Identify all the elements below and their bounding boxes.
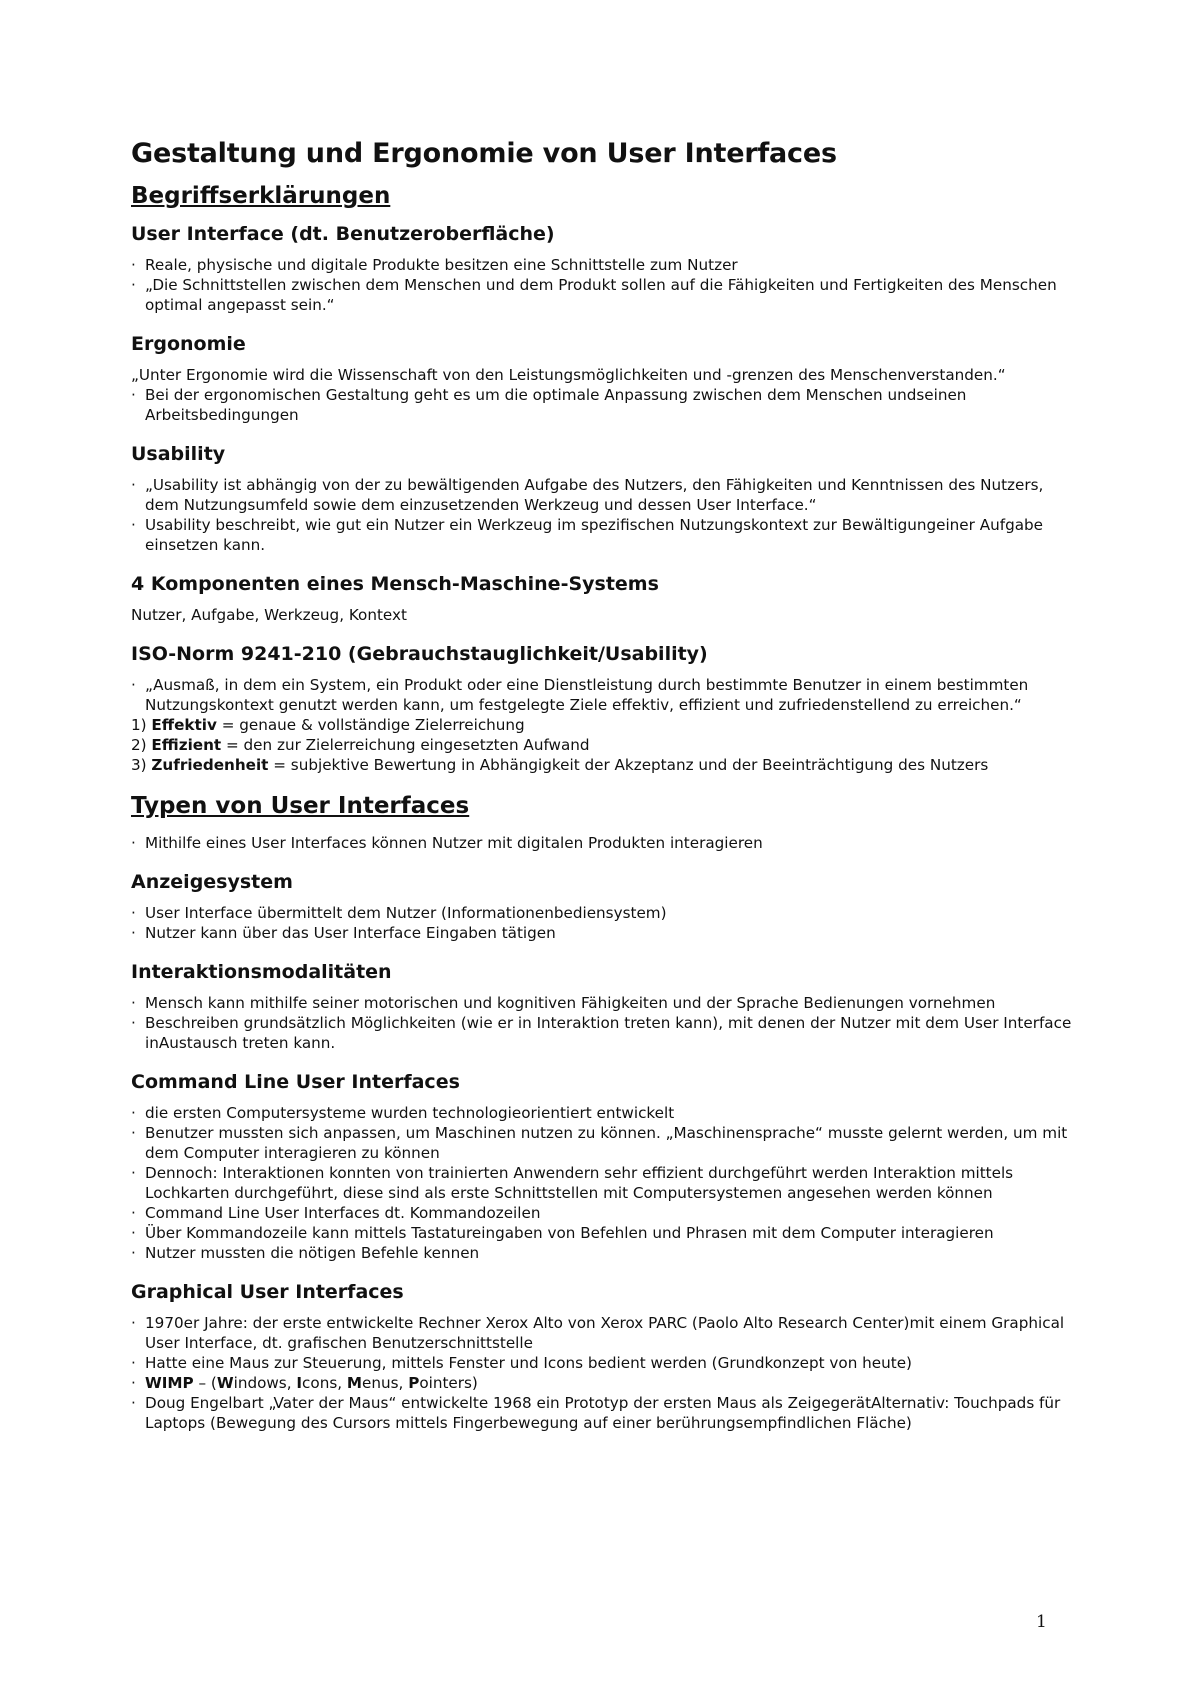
list-typen bbox=[131, 833, 1076, 853]
heading-command-line: Command Line User Interfaces bbox=[131, 1071, 460, 1093]
section-interaktionsmodalitaeten bbox=[131, 961, 1076, 1053]
section-iso-norm bbox=[131, 643, 1076, 775]
list-usability bbox=[131, 475, 1076, 555]
list-item: · „Die Schnittstellen zwischen dem Menschen und dem Produkt sollen auf die Fähigkeiten und Fertigkeiten des Menschen optimal angepasst sein.“ bbox=[131, 275, 1076, 315]
list-anzeigesystem bbox=[131, 903, 1076, 943]
list-item: · Bei der ergonomischen Gestaltung geht es um die optimale Anpassung zwischen dem Menschen undseinen Arbeitsbedingungen bbox=[131, 385, 1076, 425]
section-graphical bbox=[131, 1281, 1076, 1433]
list-item: · Hatte eine Maus zur Steuerung, mittels Fenster und Icons bedient werden (Grundkonzept von heute) bbox=[131, 1353, 1076, 1373]
document-page bbox=[131, 130, 1076, 1451]
heading-komponenten: 4 Komponenten eines Mensch-Maschine-Systems bbox=[131, 573, 659, 595]
list-item: · Doug Engelbart „Vater der Maus“ entwickelte 1968 ein Prototyp der ersten Maus als ZeigegerätAlternativ: Touchpads für Laptops (Bewegung des Cursors mittels Fingerbewegung auf einer berührungsempfindlichen Fläche) bbox=[131, 1393, 1076, 1433]
list-item: · Nutzer mussten die nötigen Befehle kennen bbox=[131, 1243, 1076, 1263]
iso-criterion-effektiv: 1) Effektiv = genaue & vollständige Zielerreichung bbox=[131, 716, 525, 734]
list-item: · Command Line User Interfaces dt. Kommandozeilen bbox=[131, 1203, 1076, 1223]
list-item: · Reale, physische und digitale Produkte besitzen eine Schnittstelle zum Nutzer bbox=[131, 255, 1076, 275]
list-item: · Über Kommandozeile kann mittels Tastatureingaben von Befehlen und Phrasen mit dem Computer interagieren bbox=[131, 1223, 1076, 1243]
list-item: · 1970er Jahre: der erste entwickelte Rechner Xerox Alto von Xerox PARC (Paolo Alto Research Center)mit einem Graphical User Interface, dt. grafischen Benutzerschnittstelle bbox=[131, 1313, 1076, 1353]
section-user-interface bbox=[131, 223, 1076, 315]
heading-typen: Typen von User Interfaces bbox=[131, 793, 470, 819]
heading-interaktionsmodalitaeten: Interaktionsmodalitäten bbox=[131, 961, 392, 983]
section-usability bbox=[131, 443, 1076, 555]
iso-criterion-zufriedenheit: 3) Zufriedenheit = subjektive Bewertung in Abhängigkeit der Akzeptanz und der Beeinträchtigung des Nutzers bbox=[131, 756, 989, 774]
list-item: · Usability beschreibt, wie gut ein Nutzer ein Werkzeug im spezifischen Nutzungskontext zur Bewältigungeiner Aufgabe einsetzen kann. bbox=[131, 515, 1076, 555]
ergonomie-definition: „Unter Ergonomie wird die Wissenschaft von den Leistungsmöglichkeiten und -grenzen des Menschenverstanden.“ bbox=[131, 366, 1006, 384]
page-number: 1 bbox=[1036, 1612, 1047, 1632]
list-item: · „Ausmaß, in dem ein System, ein Produkt oder eine Dienstleistung durch bestimmte Benutzer in einem bestimmten Nutzungskontext genutzt werden kann, um festgelegte Ziele effektiv, effizient und zufriedenstellend zu erreichen.“ bbox=[131, 675, 1076, 715]
section-ergonomie bbox=[131, 333, 1076, 425]
heading-user-interface: User Interface (dt. Benutzeroberfläche) bbox=[131, 223, 555, 245]
section-komponenten bbox=[131, 573, 1076, 625]
list-iso-norm bbox=[131, 675, 1076, 715]
list-graphical bbox=[131, 1313, 1076, 1433]
section-command-line bbox=[131, 1071, 1076, 1263]
komponenten-text: Nutzer, Aufgabe, Werkzeug, Kontext bbox=[131, 606, 407, 624]
list-item: · „Usability ist abhängig von der zu bewältigenden Aufgabe des Nutzers, den Fähigkeiten und Kenntnissen des Nutzers, dem Nutzungsumfeld sowie dem einzusetzenden Werkzeug und dessen User Interface.“ bbox=[131, 475, 1076, 515]
list-item: · Nutzer kann über das User Interface Eingaben tätigen bbox=[131, 923, 1076, 943]
list-item: · Mensch kann mithilfe seiner motorischen und kognitiven Fähigkeiten und der Sprache Bedienungen vornehmen bbox=[131, 993, 1076, 1013]
section-typen-intro bbox=[131, 833, 1076, 853]
list-command-line bbox=[131, 1103, 1076, 1263]
iso-criterion-effizient: 2) Effizient = den zur Zielerreichung eingesetzten Aufwand bbox=[131, 736, 590, 754]
document-title: Gestaltung und Ergonomie von User Interfaces bbox=[131, 138, 837, 169]
heading-iso-norm: ISO-Norm 9241-210 (Gebrauchstauglichkeit/Usability) bbox=[131, 643, 708, 665]
list-item: · Mithilfe eines User Interfaces können Nutzer mit digitalen Produkten interagieren bbox=[131, 833, 1076, 853]
heading-anzeigesystem: Anzeigesystem bbox=[131, 871, 293, 893]
section-anzeigesystem bbox=[131, 871, 1076, 943]
list-item: · Dennoch: Interaktionen konnten von trainierten Anwendern sehr effizient durchgeführt werden Interaktion mittels Lochkarten durchgeführt, diese sind als erste Schnittstellen mit Computersystemen angesehen werden können bbox=[131, 1163, 1076, 1203]
list-ergonomie bbox=[131, 385, 1076, 425]
list-item: · die ersten Computersysteme wurden technologieorientiert entwickelt bbox=[131, 1103, 1076, 1123]
list-user-interface bbox=[131, 255, 1076, 315]
heading-usability: Usability bbox=[131, 443, 226, 465]
list-item: · Benutzer mussten sich anpassen, um Maschinen nutzen zu können. „Maschinensprache“ musste gelernt werden, um mit dem Computer interagieren zu können bbox=[131, 1123, 1076, 1163]
list-item: · User Interface übermittelt dem Nutzer (Informationenbediensystem) bbox=[131, 903, 1076, 923]
heading-ergonomie: Ergonomie bbox=[131, 333, 246, 355]
heading-graphical: Graphical User Interfaces bbox=[131, 1281, 404, 1303]
list-interaktionsmodalitaeten bbox=[131, 993, 1076, 1053]
list-item: · Beschreiben grundsätzlich Möglichkeiten (wie er in Interaktion treten kann), mit denen der Nutzer mit dem User Interface inAustausch treten kann. bbox=[131, 1013, 1076, 1053]
list-item-wimp: · WIMP – (Windows, Icons, Menus, Pointers) bbox=[131, 1373, 1076, 1393]
heading-begriffserklaerungen: Begriffserklärungen bbox=[131, 183, 391, 209]
